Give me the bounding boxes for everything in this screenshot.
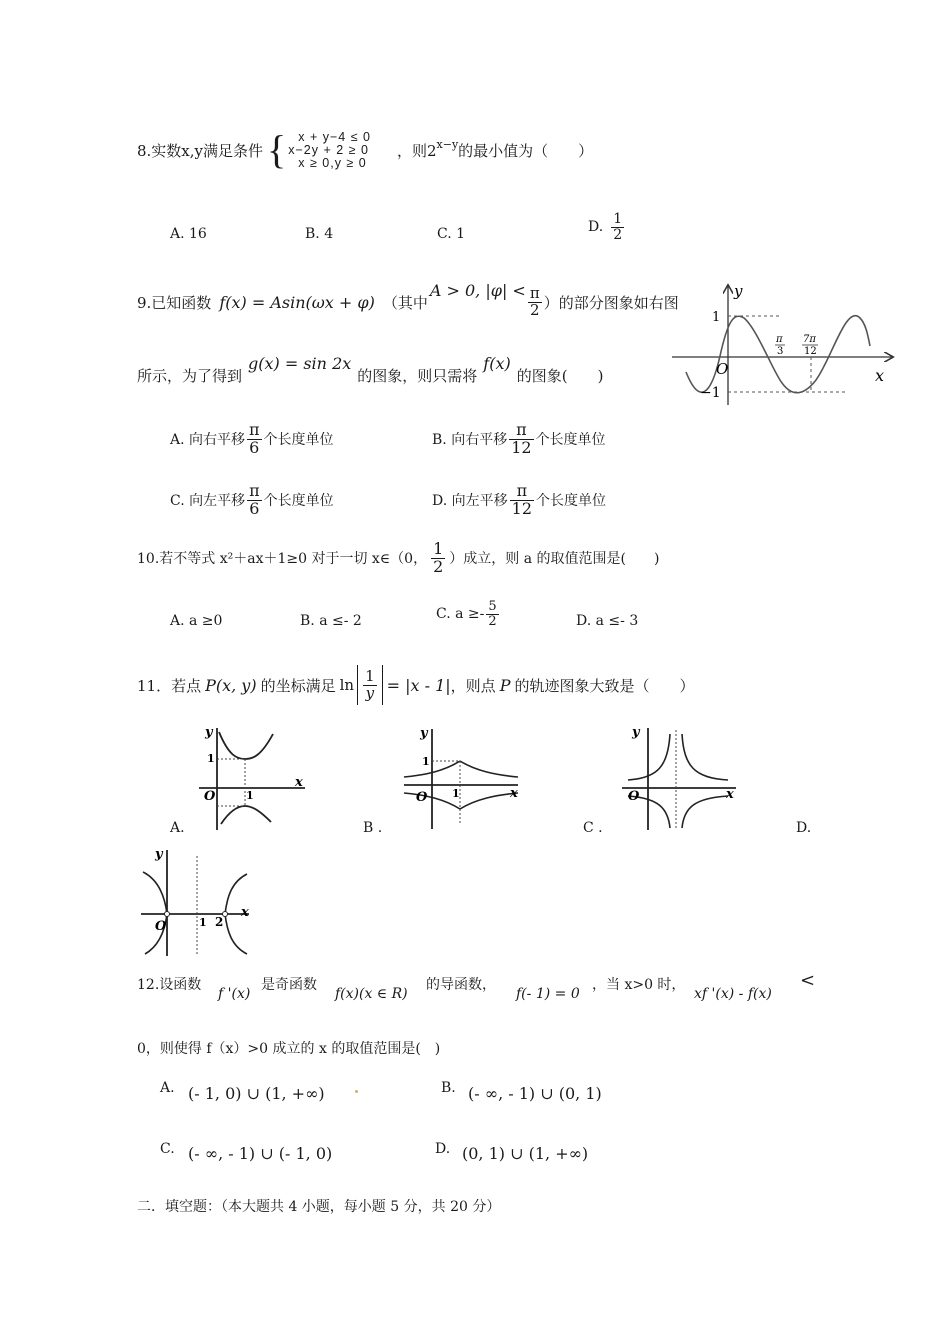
q11b-one-y: 1 xyxy=(422,755,430,768)
q10-text-pre: 10.若不等式 x²＋ax＋1≥0 对于一切 x∈（0， xyxy=(137,551,428,568)
q12-ineq: xf '(x) - f(x) xyxy=(694,986,772,1002)
q10-option-c xyxy=(436,600,501,628)
q12-lt: < xyxy=(800,970,816,991)
q8-option-d-num: 1 xyxy=(613,211,623,227)
q8-option-c: C. 1 xyxy=(437,226,466,242)
q9-option-c-den: 6 xyxy=(247,500,262,518)
q9-line2-prefix: 所示，为了得到 xyxy=(137,366,243,385)
q11-graph-b xyxy=(400,725,525,830)
q9-condition-fraction xyxy=(528,283,542,319)
q11-point: P(x, y) xyxy=(205,675,257,695)
q12-option-a: (- 1, 0) ∪ (1, +∞) xyxy=(188,1084,325,1103)
q11c-x-label: x xyxy=(726,787,734,802)
q12-mid3: ，当 x>0 时， xyxy=(592,977,686,993)
q11b-y-label: y xyxy=(420,726,428,741)
q9-option-b-num: π xyxy=(516,420,527,439)
q12-mid1: 是奇函数 xyxy=(261,977,317,993)
q9-option-b xyxy=(432,422,606,457)
q9-x-label: x xyxy=(875,366,885,385)
q11a-one-y: 1 xyxy=(207,752,215,765)
q9-option-a-den: 6 xyxy=(247,439,262,457)
q12-fdom: f(x)(x ∈ R) xyxy=(335,986,408,1002)
q8-option-a: A. 16 xyxy=(170,226,207,242)
q12-fprime: f '(x) xyxy=(218,986,251,1002)
q11-stem xyxy=(137,660,694,710)
q9-option-d-post: 个长度单位 xyxy=(536,493,606,510)
q9-option-a xyxy=(170,422,334,457)
q11-fraction-den: y xyxy=(363,685,377,702)
q11-ln: ln xyxy=(339,676,355,694)
q9-option-a-fraction xyxy=(247,422,262,457)
q9-one-label: 1 xyxy=(712,310,721,325)
q11-fraction xyxy=(363,666,377,702)
q9-option-b-pre: B. 向右平移 xyxy=(432,432,508,449)
q9-option-d-num: π xyxy=(516,481,528,500)
q8-constraint-2: x−2y + 2 ≥ 0 xyxy=(288,142,369,157)
q10-stem xyxy=(137,541,659,576)
q11b-one-x: 1 xyxy=(452,787,460,800)
q9-line1-suffix: ）的部分图象如右图 xyxy=(543,293,679,312)
q8-suffix-a: ，则2 xyxy=(396,141,437,160)
q10-option-d: D. a ≤- 3 xyxy=(576,613,639,629)
q11a-origin: O xyxy=(204,789,216,804)
q10-fraction xyxy=(431,541,445,576)
q9-condition-text: A > 0, |φ| < xyxy=(429,280,526,300)
q9-sine-graph xyxy=(670,280,900,410)
q9-option-d xyxy=(432,483,606,518)
q8-option-d-den: 2 xyxy=(613,226,623,243)
q12-option-c-label: C. xyxy=(160,1141,175,1157)
q9-tick2-num: 7π xyxy=(803,334,816,345)
q11b-origin: O xyxy=(416,790,428,805)
q8-exponent: x−y xyxy=(436,137,459,151)
q12-option-d-label: D. xyxy=(435,1141,451,1157)
q9-condition xyxy=(429,274,544,319)
q8-option-d-label: D. xyxy=(588,219,604,236)
q9-option-a-post: 个长度单位 xyxy=(263,432,334,449)
q9-tick1-den: 3 xyxy=(777,346,784,357)
q11-graph-c xyxy=(618,722,743,832)
q11c-upper-left xyxy=(628,734,670,780)
q11d-origin: O xyxy=(155,919,167,934)
q9-option-c-pre: C. 向左平移 xyxy=(170,493,246,510)
q9-line1-prefix: 9.已知函数 xyxy=(137,293,212,312)
q11c-lower-right xyxy=(682,796,728,828)
q10-option-c-pre: C. a ≥- xyxy=(436,606,485,623)
q10-fraction-num: 1 xyxy=(433,539,444,558)
q11-fraction-num: 1 xyxy=(365,666,375,685)
q10-option-c-den: 2 xyxy=(488,613,497,629)
q9-option-c-post: 个长度单位 xyxy=(263,493,334,510)
q11d-right-lower xyxy=(225,914,247,954)
q10-text-post: ）成立，则 a 的取值范围是( ) xyxy=(449,551,660,568)
q12-option-b: (- ∞, - 1) ∪ (0, 1) xyxy=(468,1084,602,1103)
q11-label-c: C . xyxy=(583,820,603,836)
q8-option-b: B. 4 xyxy=(305,226,334,242)
q11-label-b: B . xyxy=(363,820,383,836)
q11d-one-x: 1 xyxy=(199,916,207,929)
q9-option-a-pre: A. 向右平移 xyxy=(170,432,246,449)
q9-line2-mid: 的图象，则只需将 xyxy=(357,366,478,385)
q9-option-d-pre: D. 向左平移 xyxy=(432,493,508,510)
q11-pre: 11．若点 xyxy=(137,676,202,695)
q9-option-a-num: π xyxy=(249,420,260,439)
q8-option-d xyxy=(588,212,626,242)
q9-condition-num: π xyxy=(529,283,540,302)
q11a-upper-curve xyxy=(219,732,273,759)
q11-label-a: A. xyxy=(170,820,185,836)
q11-rhs: = |x - 1| xyxy=(386,675,451,695)
q9-option-b-den: 12 xyxy=(511,437,532,457)
q11-post: 的轨迹图象大致是（ ） xyxy=(514,676,695,695)
q12-dot-mark xyxy=(355,1090,358,1093)
q8-brace: { xyxy=(267,127,287,172)
q9-g-function: g(x) = sin 2x xyxy=(248,353,352,373)
q11b-upper-right xyxy=(460,761,518,777)
q10-option-c-fraction xyxy=(486,600,498,628)
q9-condition-den: 2 xyxy=(528,302,542,319)
q9-option-d-fraction xyxy=(510,483,534,518)
q10-option-a: A. a ≥0 xyxy=(170,613,223,629)
q9-line2-suffix: 的图象( ) xyxy=(516,366,604,385)
q11a-lower-curve xyxy=(221,806,271,824)
q9-line2 xyxy=(137,353,604,392)
q8-constraint-3: x ≥ 0,y ≥ 0 xyxy=(298,155,367,170)
q11c-y-label: y xyxy=(632,725,640,740)
q11d-left-upper xyxy=(143,872,167,914)
q9-option-b-fraction xyxy=(509,422,533,457)
q9-function: f(x) = Asin(ωx + φ) xyxy=(219,292,375,312)
q12-option-b-label: B. xyxy=(441,1080,456,1096)
q11d-two-x: 2 xyxy=(215,915,224,929)
q10-option-b: B. a ≤- 2 xyxy=(300,613,362,629)
q9-option-c xyxy=(170,483,334,518)
q11-mid2: ，则点 xyxy=(450,676,496,695)
q12-line2: 0，则使得 f（x）>0 成立的 x 的取值范围是( ) xyxy=(137,1041,441,1057)
q11-label-d: D. xyxy=(796,820,812,836)
q9-option-d-den: 12 xyxy=(511,498,532,518)
q12-option-d: (0, 1) ∪ (1, +∞) xyxy=(462,1144,589,1163)
q12-pre: 12.设函数 xyxy=(137,977,202,993)
q12-option-c: (- ∞, - 1) ∪ (- 1, 0) xyxy=(188,1144,333,1163)
q11-abs-open xyxy=(357,665,358,705)
section2-heading: 二．填空题：（本大题共 4 小题，每小题 5 分，共 20 分） xyxy=(137,1199,501,1215)
q11d-y-label: y xyxy=(155,847,163,862)
q9-y-label: y xyxy=(734,282,743,300)
q11a-y-label: y xyxy=(205,725,213,740)
q11a-x-label: x xyxy=(295,775,303,790)
q8-constraint-1: x + y−4 ≤ 0 xyxy=(298,129,371,144)
q12-mid2: 的导函数， xyxy=(426,977,496,993)
q9-option-c-fraction xyxy=(247,483,262,518)
q8-constraint-system xyxy=(288,131,371,170)
q9-tick2-den: 12 xyxy=(804,346,817,357)
q9-option-c-num: π xyxy=(249,481,260,500)
q12-cond: f(- 1) = 0 xyxy=(516,986,580,1002)
q11a-one-x: 1 xyxy=(246,789,254,802)
q9-line1 xyxy=(137,278,679,326)
q9-option-b-post: 个长度单位 xyxy=(535,432,606,449)
q9-f-function: f(x) xyxy=(483,353,511,373)
q11d-hole-origin xyxy=(165,912,170,917)
q11-graph-a xyxy=(195,722,310,832)
q9-paren-open: （其中 xyxy=(382,293,428,312)
q8-stem xyxy=(137,128,593,172)
q11-mid1: 的坐标满足 xyxy=(260,676,336,695)
q11c-origin: O xyxy=(628,789,640,804)
q11d-x-label: x xyxy=(241,905,249,920)
q8-suffix-b: 的最小值为（ ） xyxy=(458,141,594,160)
q8-prefix: 8.实数x,y满足条件 xyxy=(137,141,264,160)
q11-abs-close xyxy=(382,665,383,705)
q10-option-c-num: 5 xyxy=(488,599,497,614)
q10-fraction-den: 2 xyxy=(433,556,444,576)
q9-origin-label: O xyxy=(716,360,729,378)
q9-minus-one-label: −1 xyxy=(700,385,721,401)
q11-p: P xyxy=(499,675,511,695)
q11b-x-label: x xyxy=(510,786,518,801)
q8-option-d-fraction xyxy=(611,212,624,242)
q9-tick1-num: π xyxy=(776,334,783,345)
q11c-upper-right xyxy=(682,734,728,780)
q11-graph-d xyxy=(137,846,257,958)
q12-option-a-label: A. xyxy=(160,1080,175,1096)
